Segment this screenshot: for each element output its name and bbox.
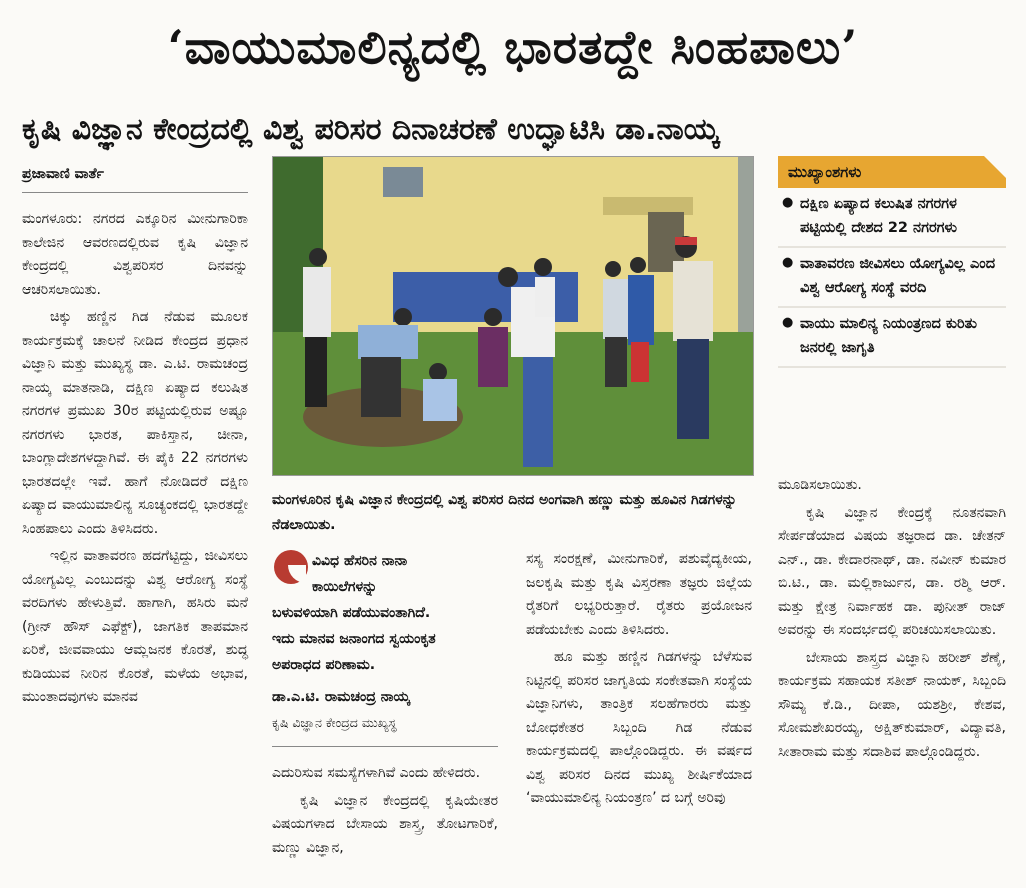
paragraph: ಎದುರಿಸುವ ಸಮಸ್ಯೆಗಳಾಗಿವೆ ಎಂದು ಹೇಳಿದರು. xyxy=(272,765,481,781)
paragraph: ಮೂಡಿಸಲಾಯಿತು. xyxy=(778,477,862,493)
news-photo xyxy=(272,156,754,476)
highlight-item: ● ವಾತಾವರಣ ಜೀವಿಸಲು ಯೋಗ್ಯವಿಲ್ಲ ಎಂದ ವಿಶ್ವ ಆರೋಗ್ಯ ಸಂಸ್ಥೆ ವರದಿ xyxy=(778,248,1006,308)
highlight-item: ● ದಕ್ಷಿಣ ಏಷ್ಯಾದ ಕಲುಷಿತ ನಗರಗಳ ಪಟ್ಟಿಯಲ್ಲಿ ದೇಶದ 22 ನಗರಗಳು xyxy=(778,188,1006,248)
quote-author-role: ಕೃಷಿ ವಿಜ್ಞಾನ ಕೇಂದ್ರದ ಮುಖ್ಯಸ್ಥ xyxy=(272,710,498,747)
quote-line: ವಿವಿಧ ಹೆಸರಿನ ನಾನಾ xyxy=(312,553,408,569)
subheadline: ಕೃಷಿ ವಿಜ್ಞಾನ ಕೇಂದ್ರದಲ್ಲಿ ವಿಶ್ವ ಪರಿಸರ ದಿನಾಚರಣೆ ಉದ್ಘಾಟಿಸಿ ಡಾ.ನಾಯ್ಕ xyxy=(22,112,719,147)
byline: ಪ್ರಜಾವಾಣಿ ವಾರ್ತೆ xyxy=(22,166,248,193)
paragraph: ಬೇಸಾಯ ಶಾಸ್ತ್ರದ ವಿಜ್ಞಾನಿ ಹರೀಶ್ ಶೆಣೈ, ಕಾರ್ಯಕ್ರಮ ಸಹಾಯಕ ಸತೀಶ್ ನಾಯಕ್, ಸಿಬ್ಬಂದಿ ಸೌಮ್ಯ ಕೆ.ಡಿ., ದೀಪಾ, ಯಶಶ್ರೀ, ಕೇಶವ, ಸೋಮಶೇಖರಯ್ಯ, ಅಕ್ಷಿತ್‌ಕುಮಾರ್, ವಿದ್ಯಾವತಿ, ಸೀತಾರಾಮ ಮತ್ತು ಸದಾಶಿವ ಪಾಲ್ಗೊಂಡಿದ್ದರು. xyxy=(778,649,1006,760)
paragraph: ಕೃಷಿ ವಿಜ್ಞಾನ ಕೇಂದ್ರದಲ್ಲಿ ಕೃಷಿಯೇತರ ವಿಷಯಗಳಾದ ಬೇಸಾಯ ಶಾಸ್ತ್ರ, ತೋಟಗಾರಿಕೆ, ಮಣ್ಣು ವಿಜ್ಞಾನ, xyxy=(272,792,498,856)
paragraph: ಸಸ್ಯ ಸಂರಕ್ಷಣೆ, ಮೀನುಗಾರಿಕೆ, ಪಶುವೈದ್ಯಕೀಯ, ಜಲಕೃಷಿ ಮತ್ತು ಕೃಷಿ ವಿಸ್ತರಣಾ ತಜ್ಞರು ಜಿಲ್ಲೆಯ ರೈತರಿಗೆ ಲಭ್ಯರಿರುತ್ತಾರೆ. ರೈತರು ಪ್ರಯೋಜನ ಪಡೆಯಬೇಕು ಎಂದು ತಿಳಿಸಿದರು. xyxy=(526,551,752,638)
pull-quote xyxy=(272,548,498,747)
quote-line: ಬಳುವಳಿಯಾಗಿ ಪಡೆಯುವಂತಾಗಿದೆ. xyxy=(272,605,431,621)
planting-photo-illustration xyxy=(273,157,753,475)
article-column-1 xyxy=(22,208,248,714)
headline: ‘ವಾಯುಮಾಲಿನ್ಯದಲ್ಲಿ ಭಾರತದ್ದೇ ಸಿಂಹಪಾಲು’ xyxy=(167,20,859,74)
highlights-title: ಮುಖ್ಯಾಂಶಗಳು xyxy=(778,156,1006,188)
highlights-box xyxy=(778,156,1006,368)
paragraph: ಇಲ್ಲಿನ ವಾತಾವರಣ ಹದಗೆಟ್ಟಿದ್ದು, ಜೀವಿಸಲು ಯೋಗ್ಯವಿಲ್ಲ ಎಂಬುದನ್ನು ವಿಶ್ವ ಆರೋಗ್ಯ ಸಂಸ್ಥೆ ವರದಿಗಳು ಹೇಳುತ್ತಿವೆ. ಹಾಗಾಗಿ, ಹಸಿರು ಮನೆ (ಗ್ರೀನ್ ಹೌಸ್ ಎಫೆಕ್ಟ್), ಜಾಗತಿಕ ತಾಪಮಾನ ಏರಿಕೆ, ಜೀವವಾಯು ಆಮ್ಲಜನಕ ಕೊರತೆ, ಶುದ್ಧ ಕುಡಿಯುವ ನೀರಿನ ಕೊರತೆ, ಮಳೆಯ ಅಭಾವ, ಮುಂತಾದವುಗಳು ಮಾನವ xyxy=(22,548,248,705)
article-column-2 xyxy=(272,762,498,864)
article-column-4 xyxy=(778,474,1006,768)
quote-line: ಕಾಯಿಲೆಗಳನ್ನು xyxy=(312,579,378,595)
quote-line: ಅಪರಾಧದ ಪರಿಣಾಮ. xyxy=(272,657,376,673)
highlight-item: ● ವಾಯು ಮಾಲಿನ್ಯ ನಿಯಂತ್ರಣದ ಕುರಿತು ಜನರಲ್ಲಿ ಜಾಗೃತಿ xyxy=(778,308,1006,368)
article-column-3 xyxy=(526,548,752,815)
quote-line: ಇದು ಮಾನವ ಜನಾಂಗದ ಸ್ವಯಂಕೃತ xyxy=(272,631,436,647)
quote-author: ಡಾ.ಎ.ಟಿ. ರಾಮಚಂದ್ರ ನಾಯ್ಕ xyxy=(272,689,410,705)
paragraph: ಮಂಗಳೂರು: ನಗರದ ಎಕ್ಕೂರಿನ ಮೀನುಗಾರಿಕಾ ಕಾಲೇಜಿನ ಆವರಣದಲ್ಲಿರುವ ಕೃಷಿ ವಿಜ್ಞಾನ ಕೇಂದ್ರದಲ್ಲಿ ವಿಶ್ವಪರಿಸರ ದಿನವನ್ನು ಆಚರಿಸಲಾಯಿತು. xyxy=(22,211,248,298)
quote-icon xyxy=(274,550,308,584)
photo-caption: ಮಂಗಳೂರಿನ ಕೃಷಿ ವಿಜ್ಞಾನ ಕೇಂದ್ರದಲ್ಲಿ ವಿಶ್ವ ಪರಿಸರ ದಿನದ ಅಂಗವಾಗಿ ಹಣ್ಣು ಮತ್ತು ಹೂವಿನ ಗಿಡಗಳನ್ನು ನೆಡಲಾಯಿತು. xyxy=(272,492,737,533)
paragraph: ಚಿಕ್ಕು ಹಣ್ಣಿನ ಗಿಡ ನೆಡುವ ಮೂಲಕ ಕಾರ್ಯಕ್ರಮಕ್ಕೆ ಚಾಲನೆ ನೀಡಿದ ಕೇಂದ್ರದ ಪ್ರಧಾನ ವಿಜ್ಞಾನಿ ಮತ್ತು ಮುಖ್ಯಸ್ಥ ಡಾ. ಎ.ಟಿ. ರಾಮಚಂದ್ರ ನಾಯ್ಕ ಮಾತನಾಡಿ, ದಕ್ಷಿಣ ಏಷ್ಯಾದ ಕಲುಷಿತ ನಗರಗಳ ಪ್ರಮುಖ 30ರ ಪಟ್ಟಿಯಲ್ಲಿರುವ ಅಷ್ಟೂ ನಗರಗಳು ಭಾರತ, ಪಾಕಿಸ್ತಾನ, ಚೀನಾ, ಬಾಂಗ್ಲಾದೇಶಗಳದ್ದಾಗಿವೆ. ಈ ಪೈಕಿ 22 ನಗರಗಳು ಭಾರತದಲ್ಲೇ ಇವೆ. ಹಾಗೆ ನೋಡಿದರೆ ದಕ್ಷಿಣ ಏಷ್ಯಾದ ವಾಯುಮಾಲಿನ್ಯ ಸೂಚ್ಯಂಕದಲ್ಲಿ ಭಾರತದ್ದೇ ಸಿಂಹಪಾಲು ಎಂದು ತಿಳಿಸಿದರು. xyxy=(22,309,248,537)
paragraph: ಹೂ ಮತ್ತು ಹಣ್ಣಿನ ಗಿಡಗಳನ್ನು ಬೆಳೆಸುವ ನಿಟ್ಟಿನಲ್ಲಿ ಪರಿಸರ ಜಾಗೃತಿಯ ಸಂಕೇತವಾಗಿ ಸಂಸ್ಥೆಯ ವಿಜ್ಞಾನಿಗಳು, ತಾಂತ್ರಿಕ ಸಲಹೆಗಾರರು ಮತ್ತು ಬೋಧಕೇತರ ಸಿಬ್ಬಂದಿ ಗಿಡ ನೆಡುವ ಕಾರ್ಯಕ್ರಮದಲ್ಲಿ ಪಾಲ್ಗೊಂಡಿದ್ದರು. ಈ ವರ್ಷದ ವಿಶ್ವ ಪರಿಸರ ದಿನದ ಮುಖ್ಯ ಶೀರ್ಷಿಕೆಯಾದ ‘ವಾಯುಮಾಲಿನ್ಯ ನಿಯಂತ್ರಣ’ ದ ಬಗ್ಗೆ ಅರಿವು xyxy=(526,649,752,806)
paragraph: ಕೃಷಿ ವಿಜ್ಞಾನ ಕೇಂದ್ರಕ್ಕೆ ನೂತನವಾಗಿ ಸೇರ್ಪಡೆಯಾದ ವಿಷಯ ತಜ್ಞರಾದ ಡಾ. ಚೇತನ್ ಎನ್., ಡಾ. ಕೇದಾರನಾಥ್, ಡಾ. ನವೀನ್ ಕುಮಾರ ಬಿ.ಟಿ., ಡಾ. ಮಲ್ಲಿಕಾರ್ಜುನ, ಡಾ. ರಶ್ಮಿ ಆರ್. ಮತ್ತು ಕ್ಷೇತ್ರ ನಿರ್ವಾಹಕ ಡಾ. ಪುನೀತ್ ರಾಜ್ ಅವರನ್ನು ಈ ಸಂದರ್ಭದಲ್ಲಿ ಪರಿಚಯಿಸಲಾಯಿತು. xyxy=(778,504,1006,638)
